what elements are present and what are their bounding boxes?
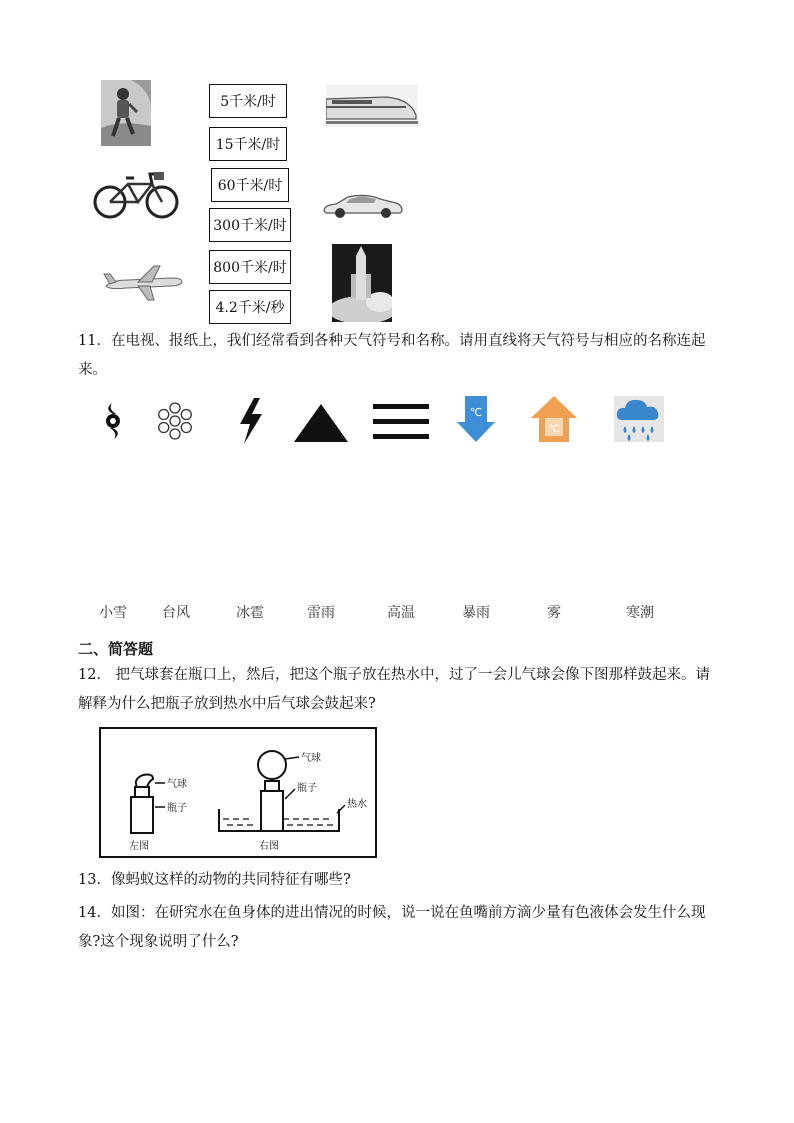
high-temperature-icon <box>531 396 577 442</box>
section-heading: 二、简答题 <box>78 640 154 658</box>
weather-label: 小雪 <box>99 605 127 621</box>
svg-text:热水: 热水 <box>347 799 367 810</box>
airplane-image <box>102 262 184 302</box>
weather-label: 暴雨 <box>462 605 490 621</box>
snowflake-icon <box>154 400 196 442</box>
rainstorm-icon <box>614 396 664 442</box>
svg-text:右图: 右图 <box>259 841 279 852</box>
speed-option[interactable]: 300千米/时 <box>209 208 291 242</box>
bicycle-image <box>92 166 180 220</box>
hail-triangle-icon <box>294 404 348 442</box>
speed-option[interactable]: 60千米/时 <box>211 168 289 202</box>
train-image <box>326 85 418 127</box>
typhoon-icon <box>100 401 126 441</box>
weather-label: 冰雹 <box>236 605 264 621</box>
cold-wave-arrow-icon <box>457 396 495 442</box>
speed-option[interactable]: 5千米/时 <box>209 84 287 118</box>
svg-text:瓶子: 瓶子 <box>167 803 187 814</box>
speed-option[interactable]: 800千米/时 <box>209 250 291 284</box>
question-12: 12． 把气球套在瓶口上，然后，把这个瓶子放在热水中，过了一会儿气球会像下图那样鼓起来。请 解释为什么把瓶子放到热水中后气球会鼓起来? <box>78 667 711 712</box>
rocket-image <box>332 244 392 322</box>
speed-option[interactable]: 15千米/时 <box>209 127 287 161</box>
weather-label: 高温 <box>387 605 415 621</box>
svg-text:瓶子: 瓶子 <box>297 783 317 794</box>
question-11: 11．在电视、报纸上，我们经常看到各种天气符号和名称。请用直线将天气符号与相应的名称连起 来。 <box>78 333 706 378</box>
question-13: 13．像蚂蚁这样的动物的共同特征有哪些? <box>78 872 351 888</box>
svg-text:℃: ℃ <box>548 424 560 435</box>
svg-text:左图: 左图 <box>129 841 149 852</box>
balloon-bottle-figure <box>99 727 377 858</box>
question-14: 14．如图：在研究水在鱼身体的进出情况的时候，说一说在鱼嘴前方滴少量有色液体会发生什么现 象?这个现象说明了什么? <box>78 905 706 950</box>
svg-text:气球: 气球 <box>167 779 187 790</box>
weather-label: 雷雨 <box>307 605 335 621</box>
runner-image <box>101 80 151 146</box>
weather-label: 台风 <box>162 605 190 621</box>
car-image <box>322 193 404 219</box>
fog-icon <box>373 404 429 440</box>
speed-option[interactable]: 4.2千米/秒 <box>209 290 291 324</box>
weather-label: 雾 <box>547 605 561 621</box>
svg-text:气球: 气球 <box>301 753 321 764</box>
weather-label: 寒潮 <box>626 605 654 621</box>
svg-text:℃: ℃ <box>469 406 483 419</box>
lightning-icon <box>236 398 266 444</box>
